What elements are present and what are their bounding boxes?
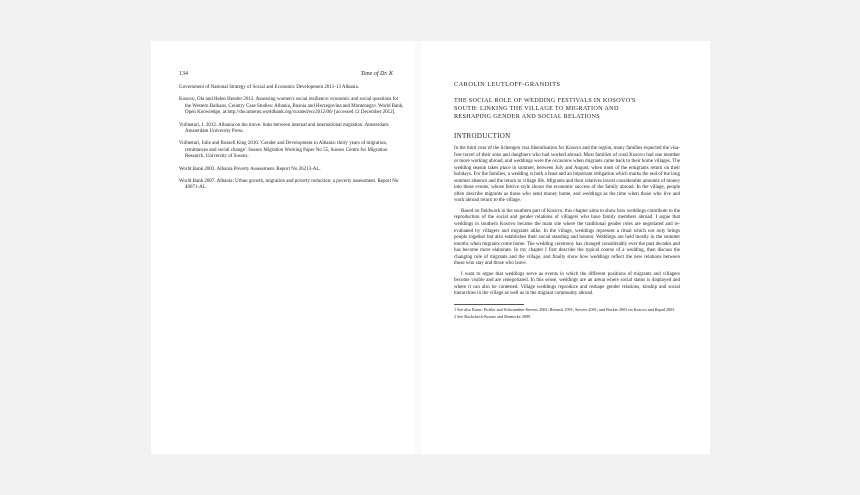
reference-list <box>179 85 404 198</box>
footnote: 2 See Bockcheck-Krause and Rennecke 2009. <box>454 314 532 320</box>
book-spread <box>151 41 710 454</box>
right-page <box>421 41 710 454</box>
reference-item: Government of National Strategy of Social and Economic Development 2011-13 Albania. <box>179 85 359 90</box>
chapter-title-line: THE SOCIAL ROLE OF WEDDING FESTIVALS IN KOSOVO'S <box>454 97 636 104</box>
footnote-rule <box>454 304 524 305</box>
reference-item: World Bank 2007. Albania: Urban growth, migration and poverty reduction: a poverty assessment. Report No 40071-AL. <box>179 179 399 191</box>
chapter-title-line: SOUTH: LINKING THE VILLAGE TO MIGRATION AND <box>454 105 619 112</box>
reference-item: Vullnetari, Julie and Russell King 2010. 'Gender and Development in Albania: thirty years of migration, remittances and social change'. Sussex Migration Working Paper No 55, Sussex Centre for Migration Research, University of Sussex. <box>179 141 388 160</box>
page-number: 134 <box>179 71 188 77</box>
reference-item: Kosovo, Ola and Helen Hessler 2012. Assessing women's social resilience: economic and social questions for the Western Balkans, Country Case Studies: Albania, Bosnia and Herzegovina and Montenegro. World Bank, Open Knowledge, at http://documents.worldbank.org/curated/en/2012/06/ [accessed 12 December 2012]. <box>179 97 404 116</box>
body-paragraph: Based on fieldwork in the southern part of Kosovo, this chapter aims to show how weddings contribute to the reproduction of the social and gender relations of villagers who have family members abroad. I argue that weddings in southern Kosovo became the main site where the traditional gender roles are negotiated and re-evaluated by villagers and migrants alike. In the village, weddings represent a ritual which not only brings people together but also establishes their social standing and honour. Weddings are held mostly in the summer months when migrants come home. The wedding ceremony has changed considerably over the past decades and has become more elaborate. In my chapter I first describe the typical course of a wedding, then discuss the changing role of migrants and the village, and finally show how weddings reflect the new relations between those who stay and those who leave. <box>454 208 680 267</box>
running-head: Tone of Dr. K <box>360 71 393 77</box>
chapter-column <box>454 81 680 320</box>
left-page <box>151 41 415 454</box>
reference-item: Vullnetari, J. 2012. Albania on the move: links between internal and international migration. Amsterdam: Amsterdam University Press. <box>179 122 390 135</box>
section-heading: INTRODUCTION <box>454 132 511 140</box>
body-paragraph: In the third year of the Schengen visa liberalisation for Kosovo and the region, many families expected the visa-free travel of their sons and daughters who had worked abroad. Most families of rural Kosovo had one member or more working abroad, and weddings were the occasions when migrants came back to their home villages. The wedding season takes place in summer, between July and August, when most of the emigrants return on their holidays. For the families, a wedding is both a feast and an important obligation which marks the end of the long summer absence and the return to village life. Migrants and their relatives invest considerable amounts of money into these events, whose festive style shows the economic success of the family abroad. In the village, people often describe migrants as those who send money home, and weddings as the time when those who live and work abroad return to the village. <box>454 146 680 204</box>
reference-item: World Bank 2003. Albania Poverty Assessment. Report No 26213-AL. <box>179 166 321 172</box>
body-paragraph: I want to argue that weddings serve as events in which the different positions of migrants and villagers become visible and are renegotiated. In this sense, weddings are an arena where social status is displayed and where it can also be contested. Village weddings reproduce and reshape gender relations, kinship and social hierarchies in the village as well as in the migrant community abroad. <box>454 271 680 297</box>
chapter-author: CAROLIN LEUTLOFF-GRANDITS <box>454 81 561 88</box>
chapter-title-line: RESHAPING GENDER AND SOCIAL RELATIONS <box>454 113 600 120</box>
chapter-title <box>454 97 680 121</box>
footnote: 1 See also Kaser, Pichler and Schwandner-Sievers 2002; Reineck 1991; Sievers 2001; and Backer 2003 on Kosovo and Rapid 2003. <box>454 307 676 313</box>
